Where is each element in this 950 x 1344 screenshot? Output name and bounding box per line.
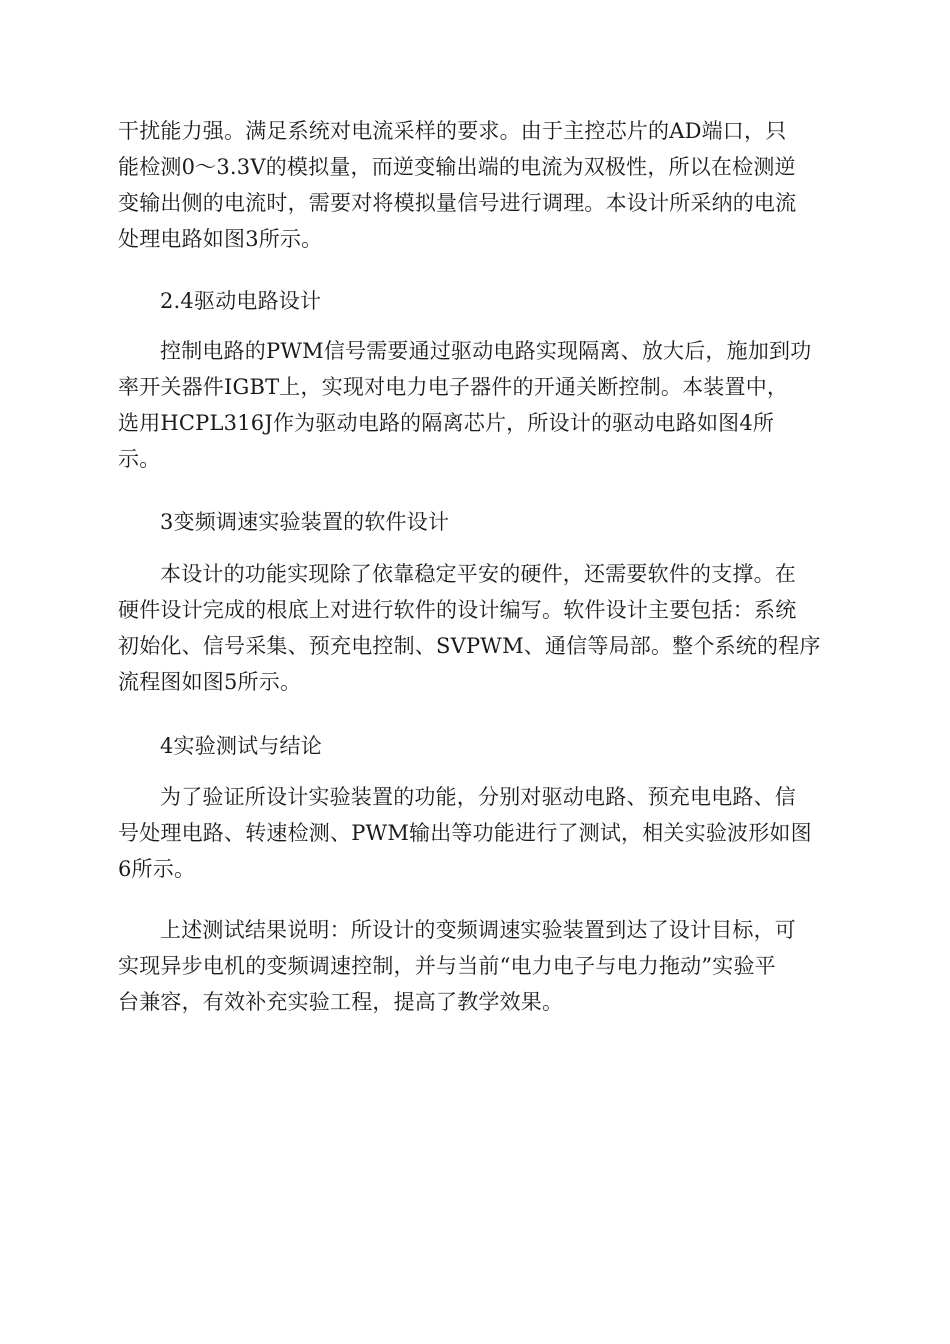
paragraph-current-sampling [118, 113, 838, 257]
heading-text: 2.4驱动电路设计 [160, 289, 322, 313]
paragraph-software-design [118, 556, 838, 700]
paragraph-line: 实现异步电机的变频调速控制，并与当前“电力电子与电力拖动”实验平 [118, 954, 776, 978]
paragraph-drive-circuit [118, 333, 838, 477]
paragraph-line: 率开关器件IGBT上，实现对电力电子器件的开通关断控制。本装置中， [118, 375, 789, 399]
paragraph-conclusion [118, 912, 838, 1020]
paragraph-line: 干扰能力强。满足系统对电流采样的要求。由于主控芯片的AD端口，只 [118, 119, 787, 143]
paragraph-line: 本设计的功能实现除了依靠稳定平安的硬件，还需要软件的支撑。在 [160, 562, 796, 586]
paragraph-line: 初始化、信号采集、预充电控制、SVPWM、通信等局部。整个系统的程序 [118, 634, 821, 658]
paragraph-line: 6所示。 [118, 857, 196, 881]
paragraph-line: 变输出侧的电流时，需要对将模拟量信号进行调理。本设计所采纳的电流 [118, 191, 797, 215]
paragraph-line: 硬件设计完成的根底上对进行软件的设计编写。软件设计主要包括：系统 [118, 598, 797, 622]
paragraph-line: 处理电路如图3所示。 [118, 227, 323, 251]
paragraph-line: 示。 [118, 447, 161, 471]
paragraph-experiment-testing [118, 779, 838, 887]
section-heading-4 [118, 728, 838, 764]
paragraph-line: 选用HCPL316J作为驱动电路的隔离芯片，所设计的驱动电路如图4所 [118, 411, 775, 435]
paragraph-line: 号处理电路、转速检测、PWM输出等功能进行了测试，相关实验波形如图 [118, 821, 812, 845]
paragraph-line: 流程图如图5所示。 [118, 670, 302, 694]
paragraph-line: 为了验证所设计实验装置的功能，分别对驱动电路、预充电电路、信 [160, 785, 796, 809]
paragraph-line: 台兼容，有效补充实验工程，提高了教学效果。 [118, 990, 564, 1014]
heading-text: 4实验测试与结论 [160, 734, 322, 758]
paragraph-line: 控制电路的PWM信号需要通过驱动电路实现隔离、放大后，施加到功 [160, 339, 812, 363]
heading-text: 3变频调速实验装置的软件设计 [160, 510, 450, 534]
paragraph-line: 上述测试结果说明：所设计的变频调速实验装置到达了设计目标，可 [160, 918, 796, 942]
section-heading-3 [118, 504, 838, 540]
paragraph-line: 能检测0～3.3V的模拟量，而逆变输出端的电流为双极性，所以在检测逆 [118, 155, 796, 179]
section-heading-2-4 [118, 283, 838, 319]
